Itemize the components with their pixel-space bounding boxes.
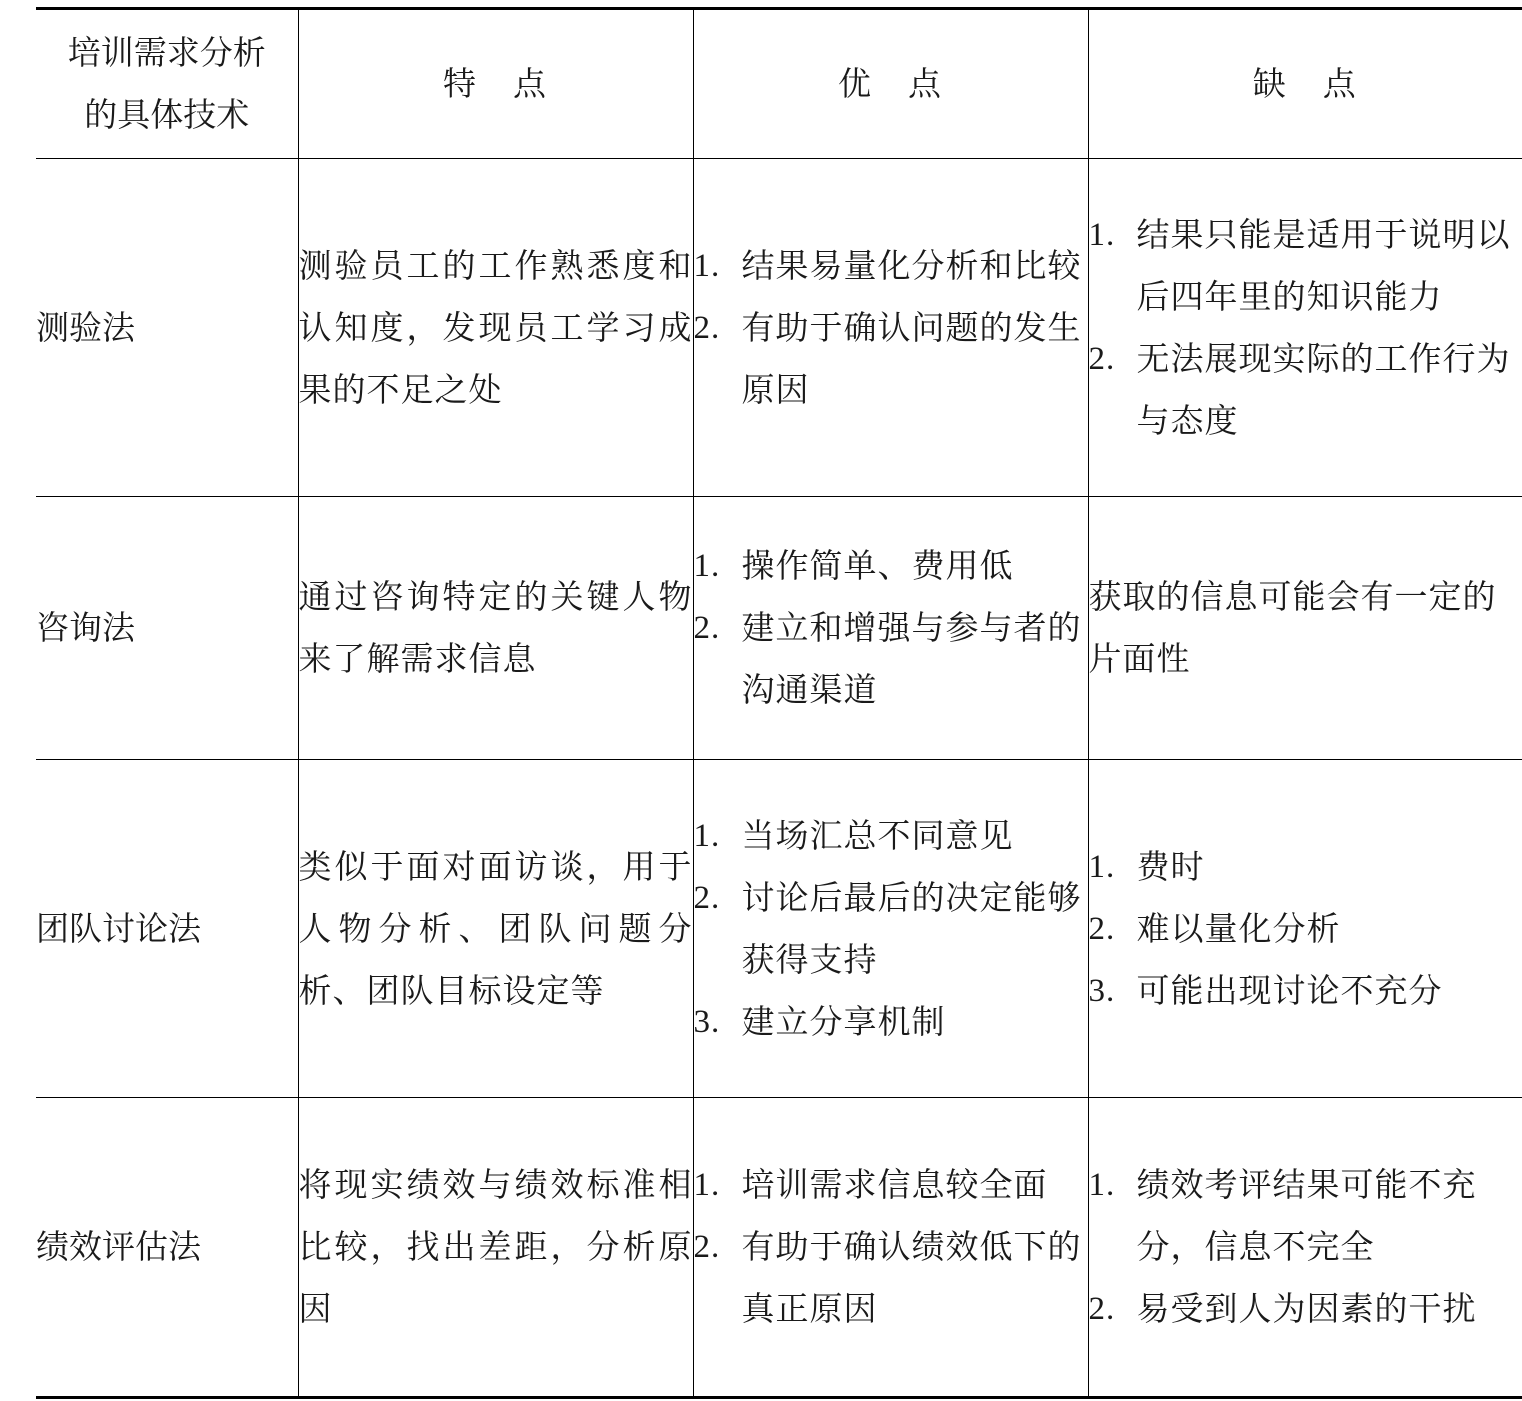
method-features: 通过咨询特定的关键人物来了解需求信息: [298, 497, 693, 760]
list-item: 3. 建立分享机制: [693, 1001, 946, 1041]
list-item: 1. 培训需求信息较全面: [693, 1165, 1048, 1204]
list-item: 1. 结果易量化分析和比较: [693, 245, 1082, 285]
method-advantages: [693, 159, 1088, 497]
header-advantages-label: 优 点: [838, 64, 943, 103]
list-item: 2. 建立和增强与参与者的沟通渠道: [693, 608, 1082, 709]
list-item: 2. 讨论后最后的决定能够获得支持: [693, 877, 1082, 979]
list-item: 2. 有助于确认问题的发生原因: [693, 307, 1082, 409]
list-item: 2. 有助于确认绩效低下的真正原因: [693, 1227, 1082, 1328]
method-name: 团队讨论法: [36, 760, 298, 1098]
header-disadvantages: [1088, 9, 1522, 159]
method-disadvantages: [1088, 1098, 1522, 1398]
method-features: 测验员工的工作熟悉度和认知度，发现员工学习成果的不足之处: [298, 159, 693, 497]
header-method: [36, 9, 298, 159]
header-method-line1: 培训需求分析: [67, 33, 266, 72]
method-advantages: [693, 1098, 1088, 1398]
method-disadvantages: [1088, 760, 1522, 1098]
header-advantages: [693, 9, 1088, 159]
list-item: 3. 可能出现讨论不充分: [1088, 970, 1443, 1010]
list-item: 1. 绩效考评结果可能不充分，信息不完全: [1088, 1165, 1477, 1266]
method-name: 绩效评估法: [36, 1098, 298, 1398]
method-name: 咨询法: [36, 497, 298, 760]
table-header-row: [36, 9, 1522, 159]
table-row: [36, 159, 1522, 497]
list-item: 2. 难以量化分析: [1088, 908, 1341, 948]
method-advantages: [693, 760, 1088, 1098]
header-method-line2: 的具体技术: [84, 95, 250, 134]
table-row: [36, 1098, 1522, 1398]
method-features: 将现实绩效与绩效标准相比较，找出差距，分析原因: [298, 1098, 693, 1398]
table-row: [36, 497, 1522, 760]
method-name: 测验法: [36, 159, 298, 497]
training-needs-methods-table: [36, 7, 1522, 1399]
header-features: [298, 9, 693, 159]
list-item: 1. 结果只能是适用于说明以后四年里的知识能力: [1088, 214, 1511, 316]
list-item: 1. 当场汇总不同意见: [693, 815, 1014, 855]
header-features-label: 特 点: [443, 64, 548, 103]
method-disadvantages: [1088, 159, 1522, 497]
method-advantages: [693, 497, 1088, 760]
method-disadvantages: 获取的信息可能会有一定的片面性: [1088, 497, 1522, 760]
list-item: 1. 费时: [1088, 846, 1205, 886]
list-item: 1. 操作简单、费用低: [693, 546, 1014, 585]
header-disadvantages-label: 缺 点: [1252, 64, 1358, 103]
method-features: 类似于面对面访谈，用于人物分析、团队问题分析、团队目标设定等: [298, 760, 693, 1098]
list-item: 2. 无法展现实际的工作行为与态度: [1088, 338, 1511, 440]
list-item: 2. 易受到人为因素的干扰: [1088, 1289, 1477, 1328]
table-row: [36, 760, 1522, 1098]
